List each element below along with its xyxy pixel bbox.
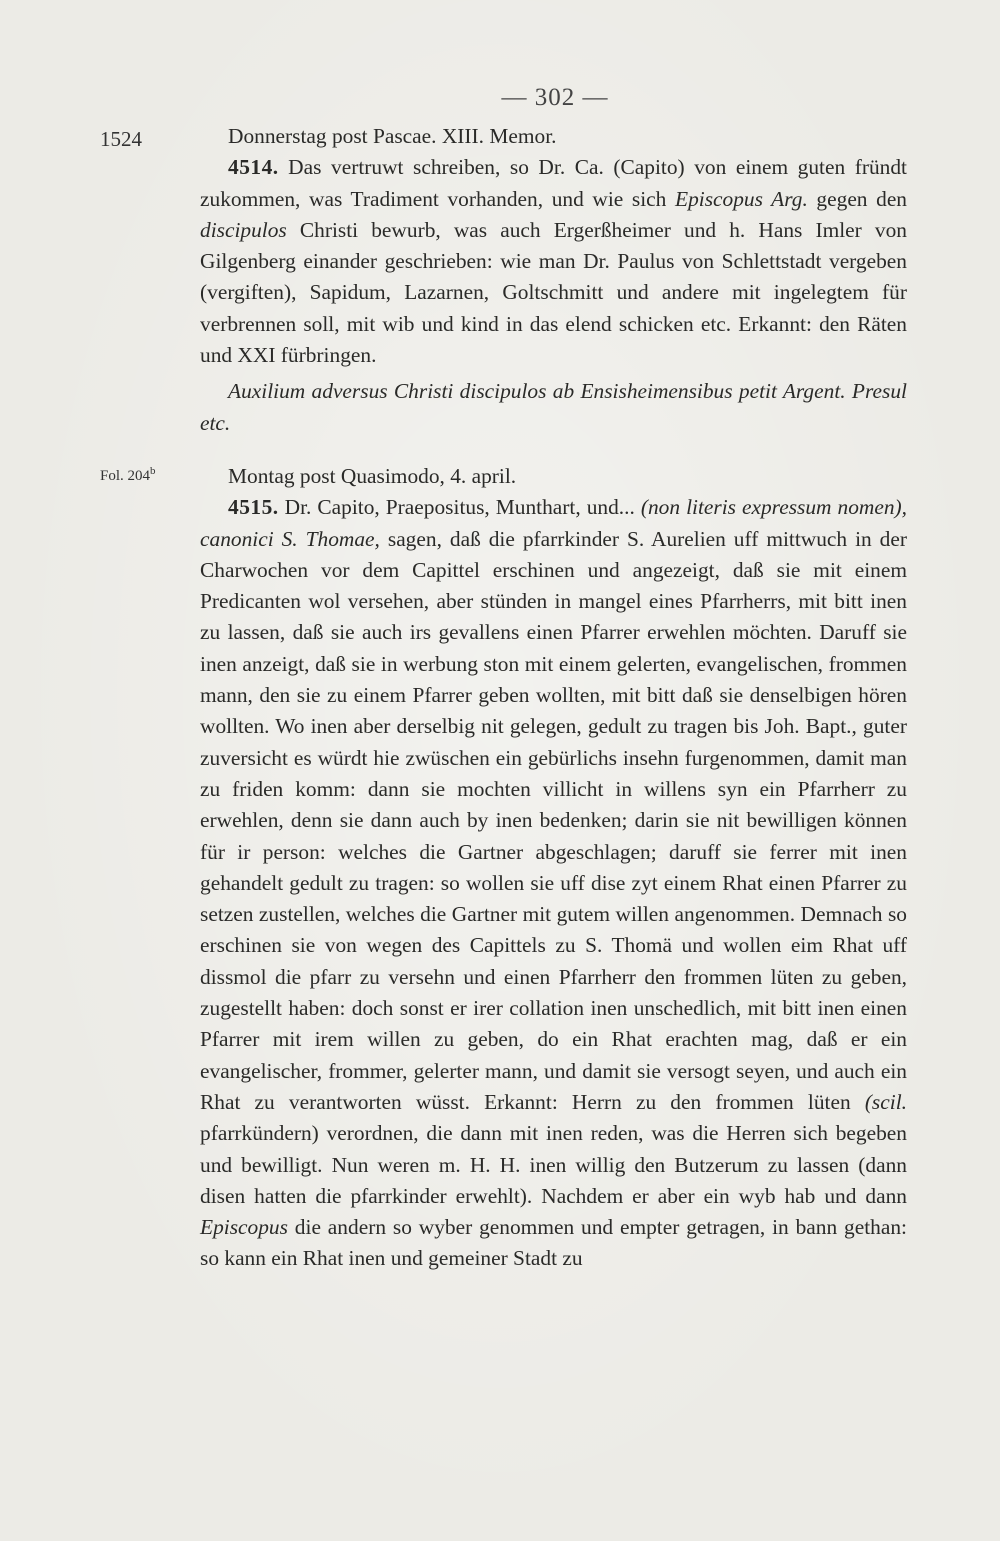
margin-folio [100, 465, 156, 485]
entry-4515-text-1: Dr. Capito, Praepositus, Munthart, und... [278, 495, 641, 520]
entry-4515-italic-2: (scil. [864, 1089, 907, 1114]
entry-4514-latin-summary: Auxilium adversus Christi discipulos ab Ensisheimensibus petit Argent. Presul etc. [200, 379, 907, 435]
entry-4514-text-2: gegen den [807, 186, 908, 211]
entry-4515-date: Montag post Quasimodo, 4. april. [228, 463, 517, 488]
entry-4515-italic-3: Episcopus [200, 1215, 288, 1240]
entry-4514-date: Donnerstag post Pascae. XIII. Memor. [228, 124, 557, 148]
entry-4514-italic-1: Episcopus Arg. [675, 186, 808, 211]
entry-4515-text-2: sagen, daß die pfarrkinder S. Aurelien uff mittwuch in der Charwochen vor dem Capittel erschinen und angezeigt, daß sie mit einem Predicanten wol versehen, aber stünden in mangel eines Pfarrherrs, mit bitt inen zu lassen, daß sie auch irs gevallens einen Pfarrer erwehlen möchten. Daruff sie inen anzeigt, daß sie in werbung ston mit einem gelerten, evangelischen, frommen mann, den sie zu einem Pfarrer geben wollten, mit bitt daß sie denselbigen hören wollten. Wo inen aber derselbig nit gelegen, gedult zu tragen bis Joh. Bapt., guter zuversicht es würdt hie zwüschen ein gebürlichs insehn furgenommen, damit man zu friden komm: dann sie mochten villicht in willens syn ein Pfarrherr zu erwehlen, denn sie dann auch by inen bedenken; darin sie nit bewilligen können für ir person: welches die Gartner abgeschlagen; daruff sie ferrer mit inen gehandelt gedult zu tragen: so wollen sie uff dise zyt einem Rhat einen Pfarrer zu setzen zustellen, welches die Gartner mit gutem willen angenommen. Demnach so erschinen sie von wegen des Capittels zu S. Thomä und wollen eim Rhat uff dissmol die pfarr zu versehn und einen Pfarrherr den frommen lüten zu geben, zugestellt haben: doch sonst er irer collation inen unschedlich, mit bitt inen einen Pfarrer mit irem willen zu geben, do ein Rhat erachten mag, daß er ein evangelischer, frommer, gelerter mann, und damit sie versogt seyen, und auch ein Rhat zu verantworten wüsst. Erkannt: Herrn zu den frommen lüten [200, 526, 907, 1114]
entry-4515-text-4: die andern so wyber genommen und empter getragen, in bann gethan: so kann ein Rhat inen und gemeiner Stadt zu [200, 1215, 907, 1271]
margin-year: 1524 [100, 127, 142, 151]
section-spacer [200, 439, 907, 461]
entry-4515-italic-1: (non literis expressum nomen), canonici S. Thomae, [200, 495, 907, 551]
margin-folio-text: Fol. 204 [100, 468, 151, 484]
page-number: — 302 — [501, 84, 609, 111]
entry-4514-text-3: Christi bewurb, was auch Ergerßheimer und h. Hans Imler von Gilgenberg einander geschrieben: wie man Dr. Paulus von Schlettstadt vergeben (vergiften), Sapidum, Lazarnen, Goltschmitt und andere mit ingelegtem für verbrennen soll, mit wib und kind in das elend schicken etc. Erkannt: den Räten und XXI fürbringen. [200, 217, 907, 368]
entry-4515-text-3: pfarrkündern) verordnen, die dann mit inen reden, was die Herren sich begeben und bewilligt. Nun weren m. H. H. inen willig den Butzerum zu lassen (dann disen hatten die pfarrkinder erwehlt). Nachdem er aber ein wyb hab und dann [200, 1121, 907, 1208]
entry-4515-body [200, 492, 907, 1274]
entry-4514-body [200, 152, 907, 371]
entry-4514-number: 4514. [228, 155, 279, 180]
entry-4515-number: 4515. [228, 495, 279, 520]
main-text [200, 121, 907, 1275]
entry-4514-italic-2: discipulos [200, 217, 287, 242]
margin-folio-sup: b [150, 465, 156, 477]
entry-4514-text-1: Das vertruwt schreiben, so Dr. Ca. (Capito) von einem guten fründt zukommen, was Tradiment vorhanden, und wie sich [200, 155, 907, 211]
